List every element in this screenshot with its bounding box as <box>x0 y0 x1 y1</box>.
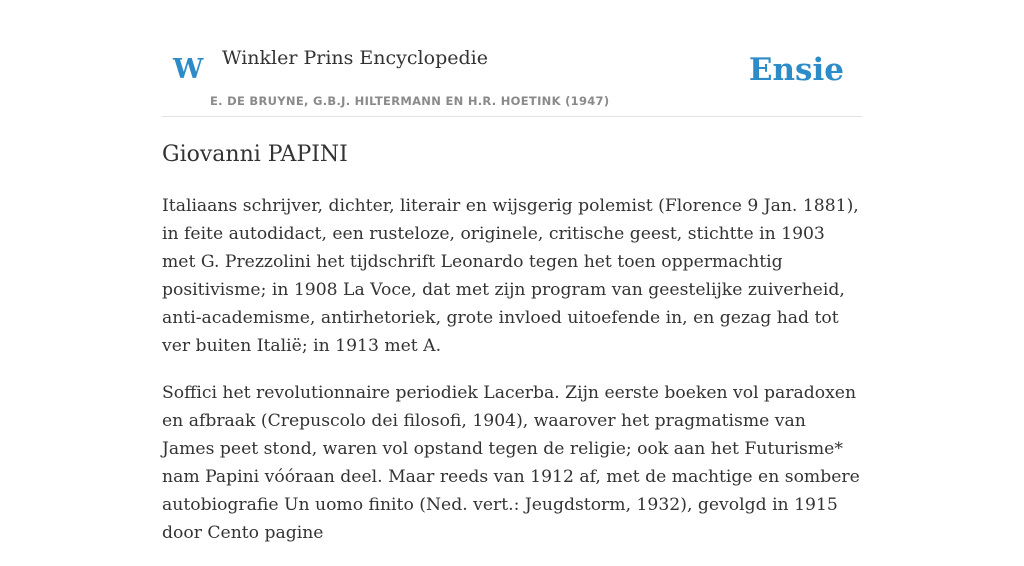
work-authors: E. DE BRUYNE, G.B.J. HILTERMANN EN H.R. HOETINK (1947) <box>210 94 610 108</box>
article-paragraph: Soffici het revolutionnaire periodiek Lacerba. Zijn eerste boeken vol paradoxen en afbraak (Crepuscolo dei filosofi, 1904), waarover het pragmatisme van James peet stond, waren vol opstand tegen de religie; ook aan het Futurisme* nam Papini vóóraan deel. Maar reeds van 1912 af, met de machtige en sombere autobiografie Un uomo finito (Ned. vert.: Jeugdstorm, 1932), gevolgd in 1915 door Cento pagine <box>162 383 860 543</box>
site-header <box>162 0 862 117</box>
work-title[interactable]: Winkler Prins Encyclopedie <box>222 47 488 69</box>
work-logo-icon[interactable]: W <box>173 54 204 85</box>
article-paragraph: Italiaans schrijver, dichter, literair en wijsgerig polemist (Florence 9 Jan. 1881), in feite autodidact, een rusteloze, originele, critische geest, stichtte in 1903 met G. Prezzolini het tijdschrift Leonardo tegen het toen oppermachtig positivisme; in 1908 La Voce, dat met zijn program van geestelijke zuiverheid, anti-academisme, antirhetoriek, grote invloed uitoefende in, en gezag had tot ver buiten Italië; in 1913 met A. <box>162 196 859 356</box>
ensie-logo-link[interactable]: Ensie <box>748 52 844 88</box>
page-title: Giovanni PAPINI <box>162 142 348 167</box>
article-body <box>162 192 862 566</box>
